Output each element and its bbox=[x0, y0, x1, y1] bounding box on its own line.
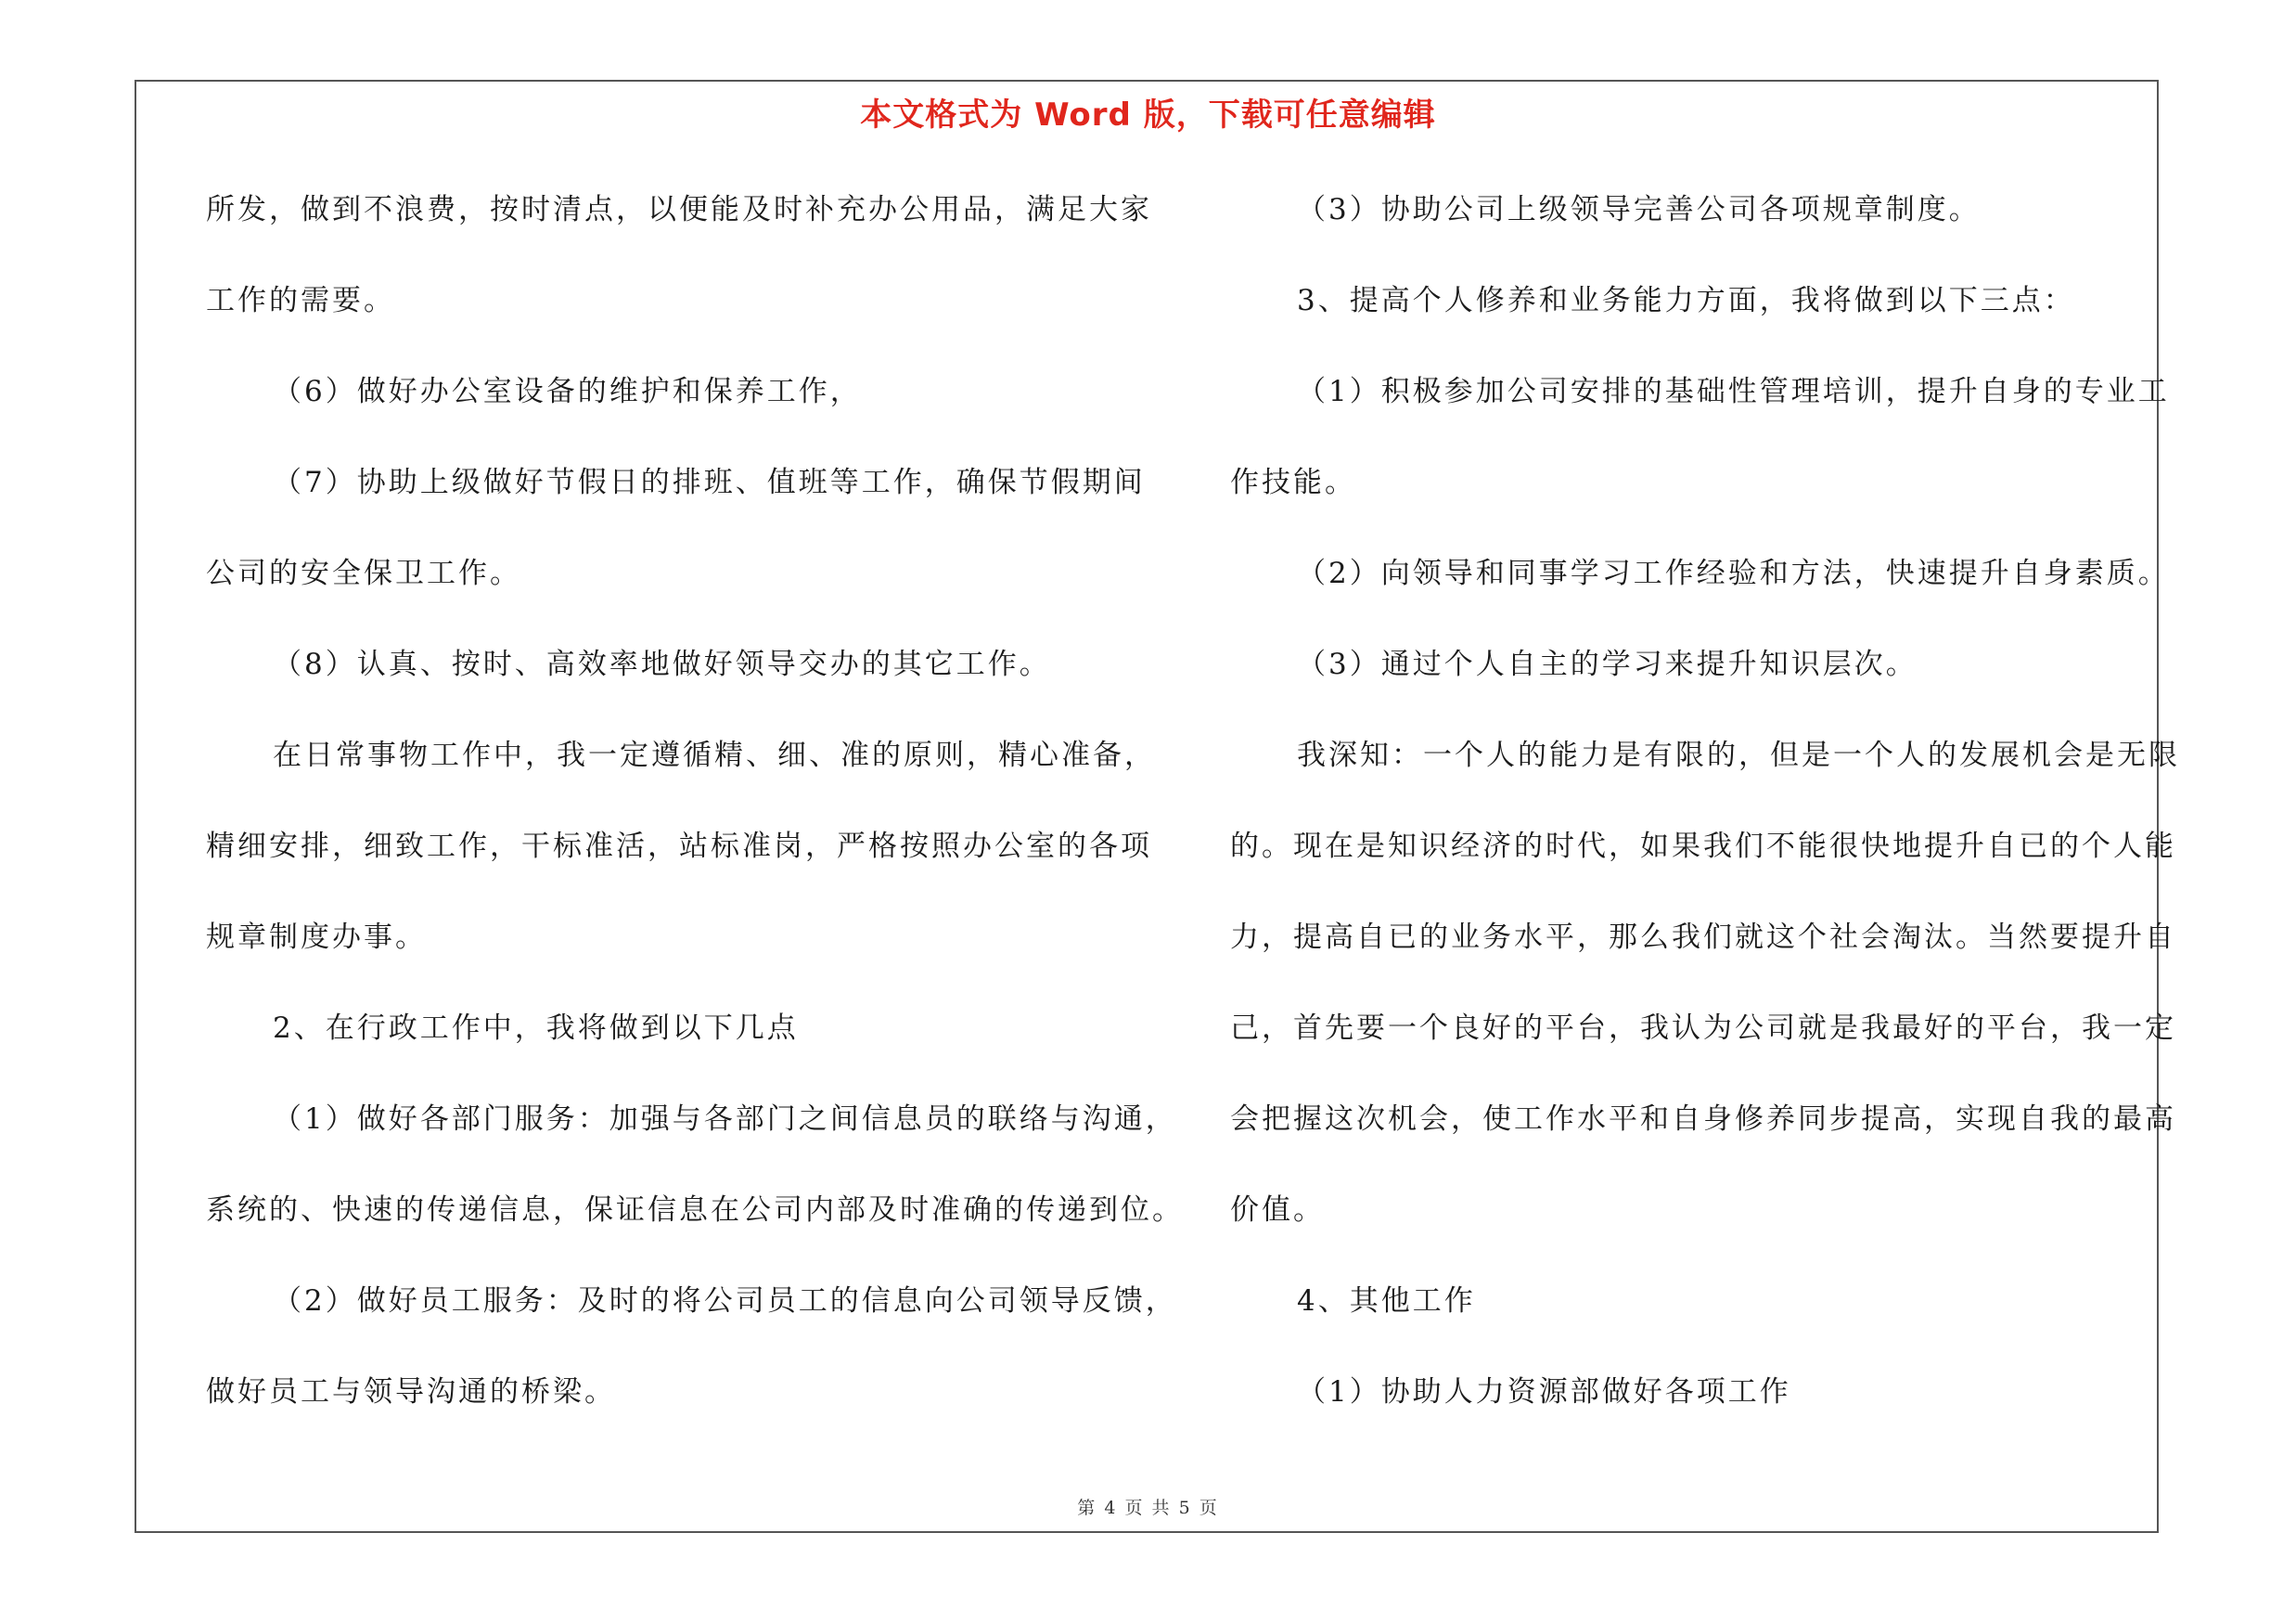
text-line: 工作的需要。 bbox=[206, 284, 395, 317]
text-line: （3）通过个人自主的学习来提升知识层次。 bbox=[1297, 648, 1918, 681]
text-line: 己，首先要一个良好的平台，我认为公司就是我最好的平台，我一定 bbox=[1230, 1011, 2176, 1045]
text-line: （8）认真、按时、高效率地做好领导交办的其它工作。 bbox=[273, 648, 1051, 681]
text-line: （1）积极参加公司安排的基础性管理培训，提升自身的专业工 bbox=[1297, 375, 2170, 408]
text-line: 精细安排，细致工作，干标准活，站标准岗，严格按照办公室的各项 bbox=[206, 830, 1152, 863]
right-column bbox=[1230, 180, 2180, 1453]
text-line: 会把握这次机会，使工作水平和自身修养同步提高，实现自我的最高 bbox=[1230, 1102, 2176, 1136]
footer-current-page: 4 bbox=[1104, 1498, 1118, 1518]
text-line: 价值。 bbox=[1230, 1193, 1325, 1227]
page-footer bbox=[0, 1494, 2296, 1519]
text-line: 3、提高个人修养和业务能力方面，我将做到以下三点： bbox=[1297, 284, 2075, 317]
text-line: 我深知：一个人的能力是有限的，但是一个人的发展机会是无限 bbox=[1297, 739, 2180, 772]
text-line: （2）向领导和同事学习工作经验和方法，快速提升自身素质。 bbox=[1297, 557, 2170, 590]
text-line: （3）协助公司上级领导完善公司各项规章制度。 bbox=[1297, 193, 1981, 226]
footer-label-page: 第 bbox=[1077, 1498, 1097, 1518]
text-line: （6）做好办公室设备的维护和保养工作， bbox=[273, 375, 862, 408]
text-line: 规章制度办事。 bbox=[206, 921, 427, 954]
text-line: 公司的安全保卫工作。 bbox=[206, 557, 521, 590]
text-line: 作技能。 bbox=[1230, 466, 1356, 499]
text-line: 在日常事物工作中，我一定遵循精、细、准的原则，精心准备， bbox=[273, 739, 1156, 772]
footer-total-pages: 5 bbox=[1178, 1498, 1192, 1518]
text-line: （1）做好各部门服务：加强与各部门之间信息员的联络与沟通， bbox=[273, 1102, 1177, 1136]
left-column bbox=[206, 180, 1184, 1453]
text-line: （7）协助上级做好节假日的排班、值班等工作，确保节假期间 bbox=[273, 466, 1146, 499]
text-line: 做好员工与领导沟通的桥梁。 bbox=[206, 1375, 616, 1409]
text-line: 的。现在是知识经济的时代，如果我们不能很快地提升自已的个人能 bbox=[1230, 830, 2176, 863]
text-line: 所发，做到不浪费，按时清点，以便能及时补充办公用品，满足大家 bbox=[206, 193, 1152, 226]
text-line: 力，提高自已的业务水平，那么我们就这个社会淘汰。当然要提升自 bbox=[1230, 921, 2176, 954]
text-line: （2）做好员工服务：及时的将公司员工的信息向公司领导反馈， bbox=[273, 1284, 1177, 1318]
format-banner: 本文格式为 Word 版，下载可任意编辑 bbox=[860, 97, 1436, 134]
text-line: 系统的、快速的传递信息，保证信息在公司内部及时准确的传递到位。 bbox=[206, 1193, 1184, 1227]
footer-label-end: 页 bbox=[1199, 1498, 1219, 1518]
footer-label-of: 页 共 bbox=[1124, 1498, 1172, 1518]
text-line: （1）协助人力资源部做好各项工作 bbox=[1297, 1375, 1791, 1409]
text-line: 2、在行政工作中，我将做到以下几点 bbox=[273, 1011, 799, 1045]
text-line: 4、其他工作 bbox=[1297, 1284, 1476, 1318]
